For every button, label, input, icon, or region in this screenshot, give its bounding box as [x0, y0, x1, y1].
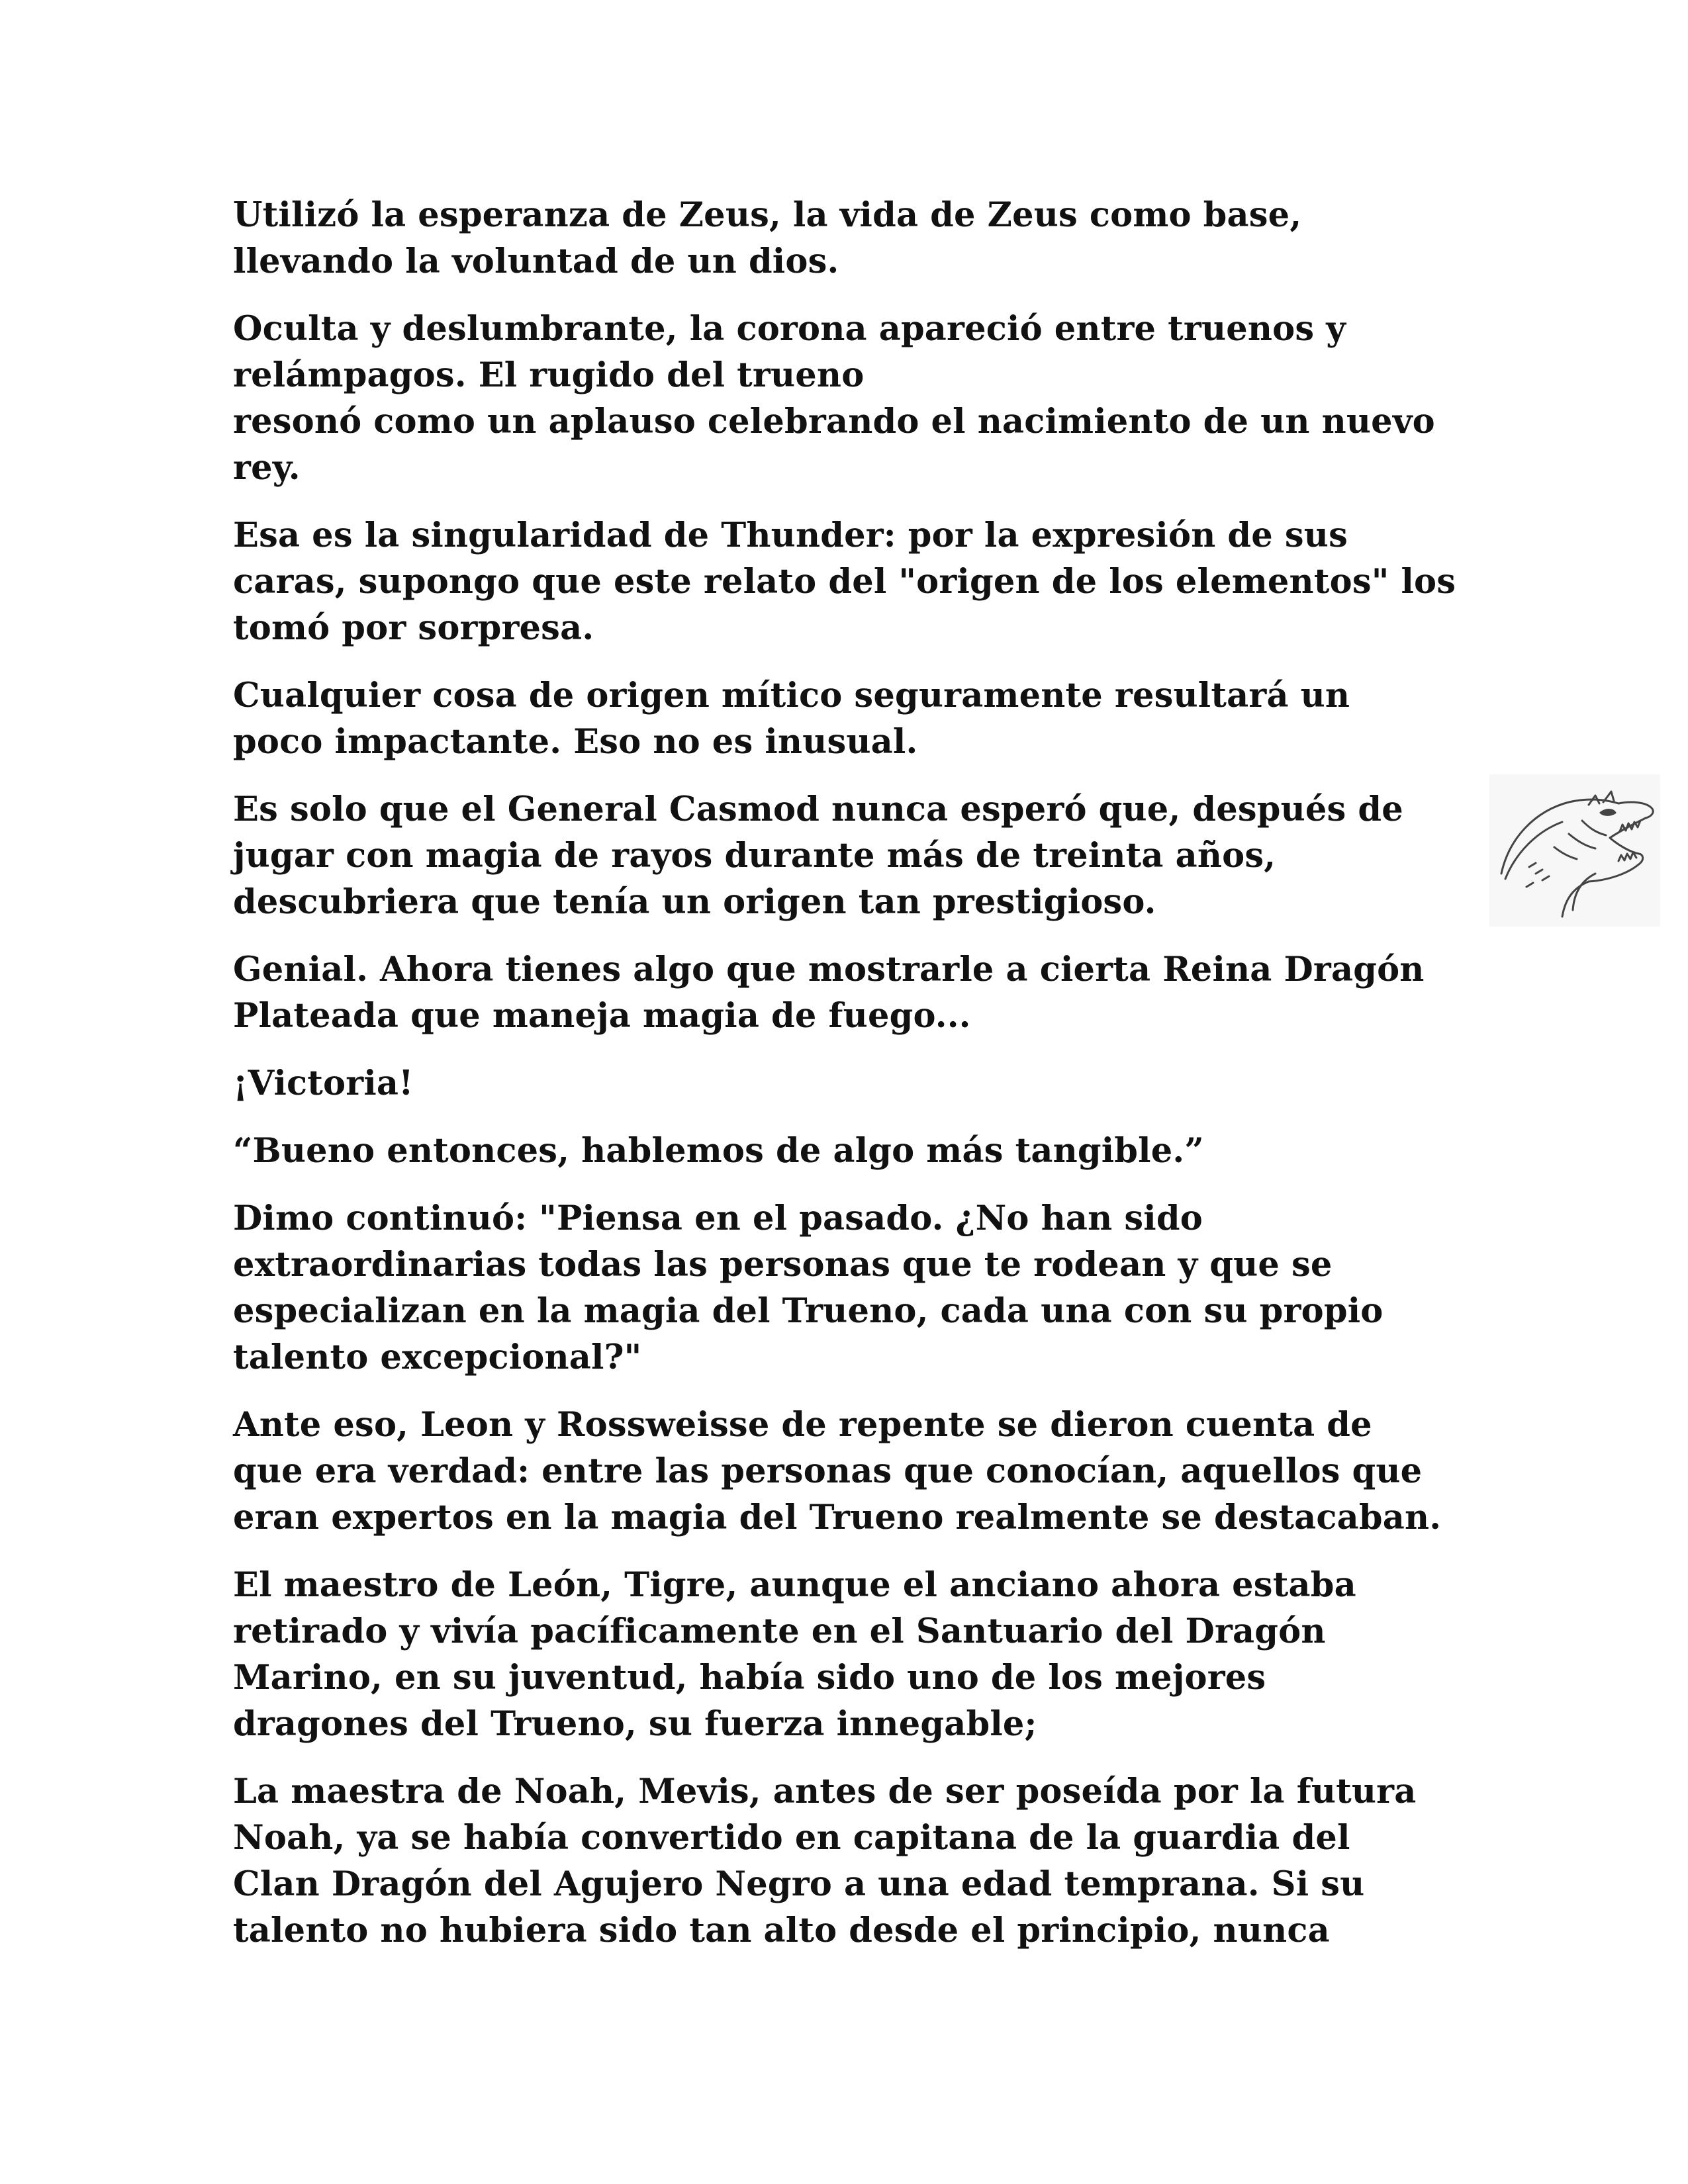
paragraph: Cualquier cosa de origen mítico seguramente resultará un poco impactante. Eso no es inusual.	[233, 676, 1350, 762]
paragraph: Oculta y deslumbrante, la corona apareció entre truenos y relámpagos. El rugido del trueno resonó como un aplauso celebrando el nacimiento de un nuevo rey.	[233, 309, 1435, 488]
paragraph: ¡Victoria!	[233, 1064, 414, 1103]
paragraph: El maestro de León, Tigre, aunque el anciano ahora estaba retirado y vivía pacíficamente en el Santuario del Dragón Marino, en su juventud, había sido uno de los mejores dragones del Trueno, su fuerza innegable;	[233, 1565, 1356, 1744]
paragraph: Esa es la singularidad de Thunder: por la expresión de sus caras, supongo que este relato del "origen de los elementos" los tomó por sorpresa.	[233, 516, 1456, 648]
paragraph: Utilizó la esperanza de Zeus, la vida de Zeus como base, llevando la voluntad de un dios.	[233, 195, 1302, 281]
paragraph: Ante eso, Leon y Rossweisse de repente se dieron cuenta de que era verdad: entre las personas que conocían, aquellos que eran expertos en la magia del Trueno realmente se destacaban.	[233, 1405, 1442, 1537]
paragraph: “Bueno entonces, hablemos de algo más tangible.”	[233, 1131, 1204, 1171]
text-column	[233, 192, 1464, 1975]
paragraph: La maestra de Noah, Mevis, antes de ser poseída por la futura Noah, ya se había convertido en capitana de la guardia del Clan Dragón del Agujero Negro a una edad temprana. Si su talento no hubiera sido tan alto desde el principio, nunca	[233, 1772, 1417, 1950]
dragon-head-sketch-icon	[1489, 774, 1660, 927]
paragraph: Es solo que el General Casmod nunca esperó que, después de jugar con magia de rayos durante más de treinta años, descubriera que tenía un origen tan prestigioso.	[233, 790, 1403, 922]
paragraph: Genial. Ahora tienes algo que mostrarle a cierta Reina Dragón Plateada que maneja magia de fuego...	[233, 950, 1425, 1036]
paragraph: Dimo continuó: "Piensa en el pasado. ¿No han sido extraordinarias todas las personas que te rodean y que se especializan en la magia del Trueno, cada una con su propio talento excepcional?"	[233, 1199, 1383, 1377]
